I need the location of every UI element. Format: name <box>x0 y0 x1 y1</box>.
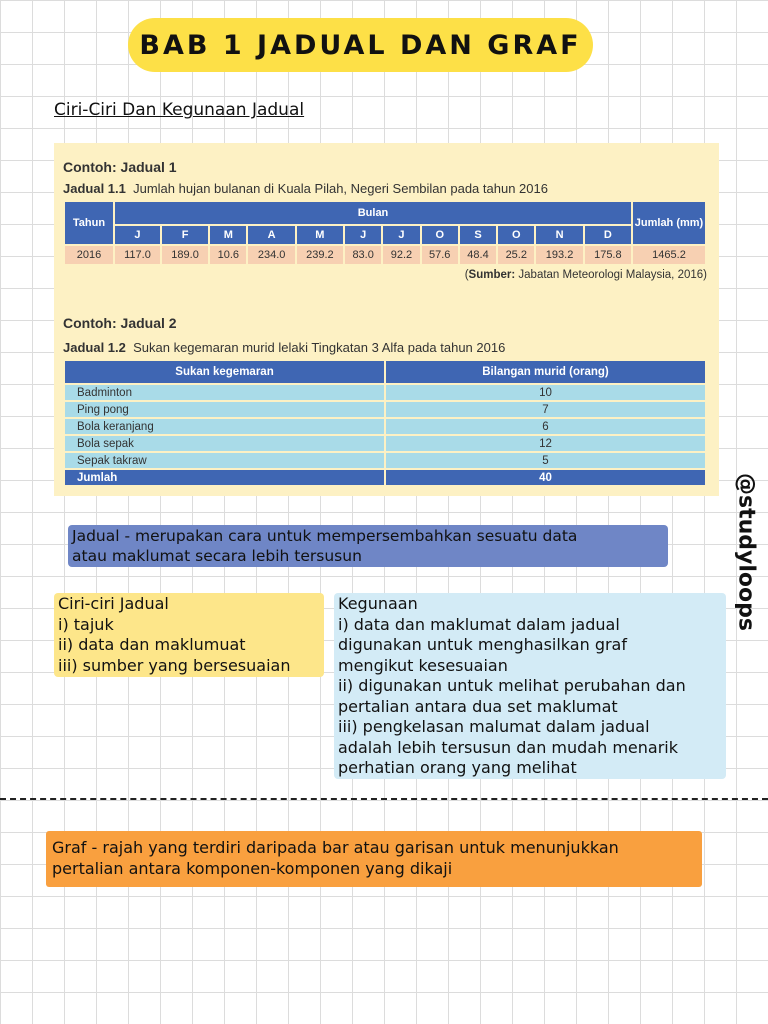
table-row <box>64 384 706 401</box>
total-value: 40 <box>385 469 706 486</box>
rainfall-cell: 234.0 <box>247 245 295 265</box>
month-header: D <box>584 225 632 245</box>
table1-caption-text: Jumlah hujan bulanan di Kuala Pilah, Negeri Sembilan pada tahun 2016 <box>133 181 548 196</box>
source-text: Jabatan Meteorologi Malaysia, 2016) <box>518 269 707 281</box>
year-cell: 2016 <box>64 245 114 265</box>
ciri-heading: Ciri-ciri Jadual <box>58 594 169 613</box>
rainfall-cell: 189.0 <box>161 245 209 265</box>
rainfall-cell: 193.2 <box>535 245 583 265</box>
ciri-item: iii) sumber yang bersesuaian <box>58 655 291 675</box>
table1-caption-number: Jadual 1.1 <box>63 181 126 196</box>
kegunaan-box <box>334 593 726 779</box>
kegunaan-line: adalah lebih tersusun dan mudah menarik <box>338 737 678 757</box>
table-row <box>64 418 706 435</box>
page-title <box>128 18 593 72</box>
total-row <box>64 469 706 486</box>
source-label: Sumber: <box>468 269 516 281</box>
rainfall-cell: 83.0 <box>344 245 382 265</box>
rainfall-cell: 48.4 <box>459 245 497 265</box>
jadual-definition-line: atau maklumat secara lebih tersusun <box>72 547 362 565</box>
kegunaan-line: iii) pengkelasan malumat dalam jadual <box>338 717 650 736</box>
table2-caption-text: Sukan kegemaran murid lelaki Tingkatan 3 Alfa pada tahun 2016 <box>133 340 506 355</box>
jadual-definition <box>68 525 668 567</box>
kegunaan-line: digunakan untuk menghasilkan graf <box>338 635 627 654</box>
textbook-excerpt <box>54 143 719 496</box>
sport-cell: Ping pong <box>64 401 385 418</box>
count-cell: 12 <box>385 435 706 452</box>
kegunaan-line: pertalian antara dua set maklumat <box>338 696 618 716</box>
dashed-divider <box>0 798 768 800</box>
total-header: Jumlah (mm) <box>632 201 706 245</box>
kegunaan-line: i) data dan maklumat dalam jadual <box>338 614 620 634</box>
example2-label: Contoh: Jadual 2 <box>63 315 177 331</box>
table2-caption <box>63 340 505 355</box>
sport-cell: Bola keranjang <box>64 418 385 435</box>
rainfall-cell: 239.2 <box>296 245 344 265</box>
count-cell: 6 <box>385 418 706 435</box>
sport-cell: Sepak takraw <box>64 452 385 469</box>
month-header: N <box>535 225 583 245</box>
month-header: J <box>114 225 161 245</box>
count-header: Bilangan murid (orang) <box>385 360 706 384</box>
rainfall-cell: 10.6 <box>209 245 247 265</box>
sport-header: Sukan kegemaran <box>64 360 385 384</box>
rainfall-table <box>63 200 707 266</box>
graf-definition <box>46 831 702 887</box>
month-header: A <box>247 225 295 245</box>
month-header: J <box>382 225 420 245</box>
kegunaan-line: perhatian orang yang melihat <box>338 758 577 777</box>
total-label: Jumlah <box>64 469 385 486</box>
month-header: M <box>296 225 344 245</box>
table-row <box>64 452 706 469</box>
count-cell: 5 <box>385 452 706 469</box>
kegunaan-line: ii) digunakan untuk melihat perubahan dan <box>338 676 686 695</box>
ciri-ciri-box <box>54 593 324 677</box>
rainfall-cell: 117.0 <box>114 245 161 265</box>
ciri-item: ii) data dan maklumuat <box>58 635 246 654</box>
count-cell: 7 <box>385 401 706 418</box>
graf-definition-line: Graf - rajah yang terdiri daripada bar atau garisan untuk menunjukkan <box>52 838 619 857</box>
count-cell: 10 <box>385 384 706 401</box>
table2-caption-number: Jadual 1.2 <box>63 340 126 355</box>
sport-cell: Badminton <box>64 384 385 401</box>
year-header: Tahun <box>64 201 114 245</box>
ciri-item: i) tajuk <box>58 614 114 634</box>
sports-table <box>63 359 707 487</box>
rainfall-cell: 25.2 <box>497 245 535 265</box>
kegunaan-line: mengikut kesesuaian <box>338 655 508 675</box>
table-row <box>64 401 706 418</box>
kegunaan-heading: Kegunaan <box>338 594 418 613</box>
month-header: J <box>344 225 382 245</box>
table-row <box>64 435 706 452</box>
example1-label: Contoh: Jadual 1 <box>63 159 177 175</box>
section-heading: Ciri-Ciri Dan Kegunaan Jadual <box>54 100 305 120</box>
month-header: O <box>421 225 459 245</box>
month-header: S <box>459 225 497 245</box>
table1-source: (Sumber: Jabatan Meteorologi Malaysia, 2016) <box>464 269 707 281</box>
rainfall-cell: 92.2 <box>382 245 420 265</box>
table-row <box>64 245 706 265</box>
watermark: @studyloops <box>733 473 759 631</box>
table1-caption <box>63 181 548 196</box>
month-header: F <box>161 225 209 245</box>
total-cell: 1465.2 <box>632 245 706 265</box>
page-title-text: BAB 1 JADUAL DAN GRAF <box>139 29 582 61</box>
rainfall-cell: 175.8 <box>584 245 632 265</box>
month-header: O <box>497 225 535 245</box>
sport-cell: Bola sepak <box>64 435 385 452</box>
graf-definition-line: pertalian antara komponen-komponen yang dikaji <box>52 859 453 878</box>
month-header: M <box>209 225 247 245</box>
rainfall-cell: 57.6 <box>421 245 459 265</box>
month-group-header: Bulan <box>114 201 632 225</box>
jadual-definition-line: Jadual - merupakan cara untuk mempersembahkan sesuatu data <box>72 527 578 545</box>
